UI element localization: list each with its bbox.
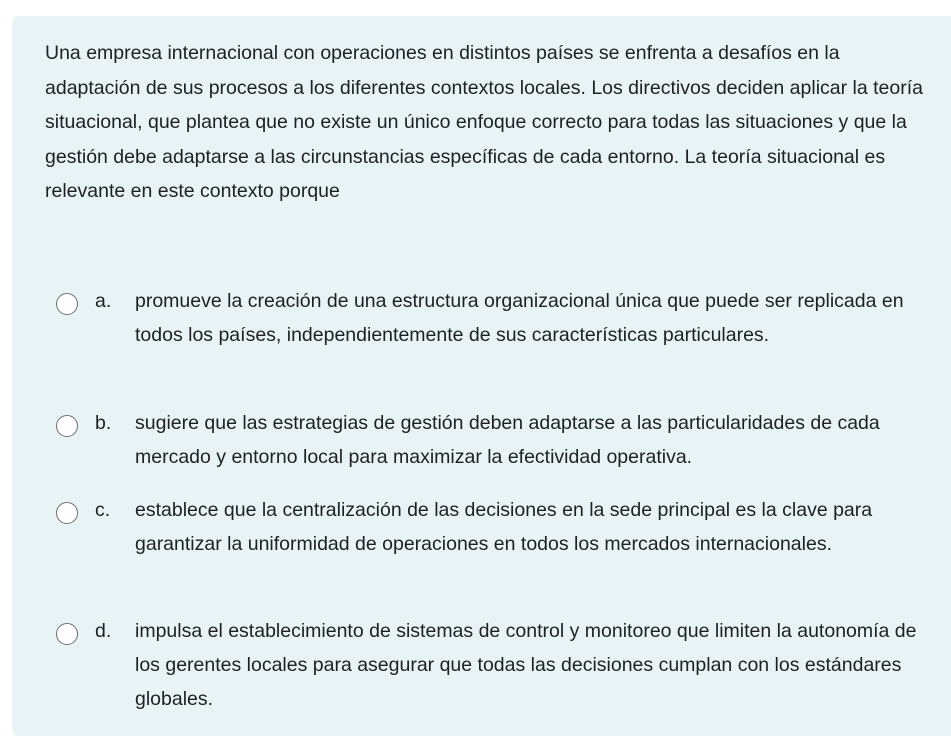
radio-button-d[interactable]	[56, 623, 78, 645]
option-text-d: impulsa el establecimiento de sistemas de control y monitoreo que limiten la autonomía de los gerentes locales para asegurar que todas las decisiones cumplan con los estándares globales.	[135, 620, 917, 710]
option-letter-b: b.	[95, 412, 112, 434]
radio-button-a[interactable]	[56, 293, 78, 315]
option-text-c: establece que la centralización de las decisiones en la sede principal es la clave para garantizar la uniformidad de operaciones en todos los mercados internacionales.	[135, 499, 873, 555]
option-text-b: sugiere que las estrategias de gestión deben adaptarse a las particularidades de cada mercado y entorno local para maximizar la efectividad operativa.	[135, 412, 880, 468]
option-letter-c: c.	[95, 499, 111, 521]
option-text-a: promueve la creación de una estructura organizacional única que puede ser replicada en todos los países, independientemente de sus características particulares.	[135, 290, 904, 346]
option-letter-d: d.	[95, 620, 112, 642]
question-text: Una empresa internacional con operaciones en distintos países se enfrenta a desafíos en la adaptación de sus procesos a los diferentes contextos locales. Los directivos deciden aplicar la teoría situacional, que plantea que no existe un único enfoque correcto para todas las situaciones y que la gestión debe adaptarse a las circunstancias específicas de cada entorno. La teoría situacional es relevante en este contexto porque	[45, 42, 924, 202]
radio-button-c[interactable]	[56, 502, 78, 524]
option-letter-a: a.	[95, 290, 112, 312]
radio-button-b[interactable]	[56, 415, 78, 437]
